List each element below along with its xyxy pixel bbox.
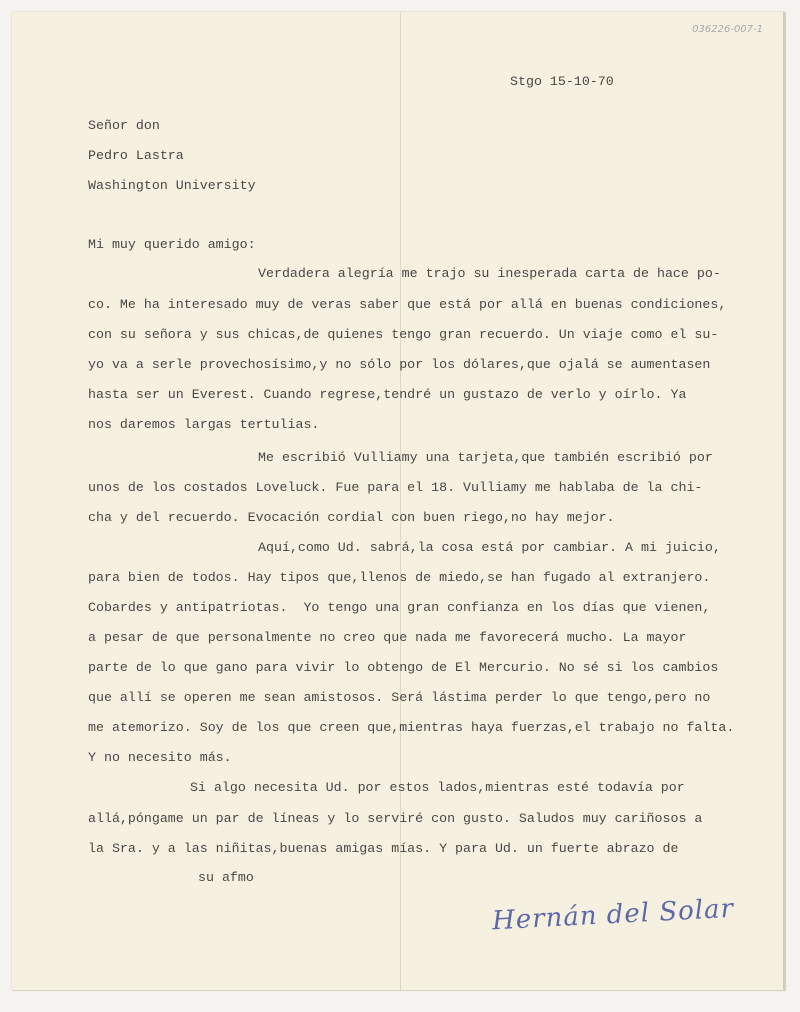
body-line: unos de los costados Loveluck. Fue para el 18. Vulliamy me hablaba de la chi- xyxy=(88,480,703,495)
body-line: la Sra. y a las niñitas,buenas amigas mías. Y para Ud. un fuerte abrazo de xyxy=(88,841,679,856)
body-line: para bien de todos. Hay tipos que,llenos de miedo,se han fugado al extranjero. xyxy=(88,570,711,585)
salutation: Mi muy querido amigo: xyxy=(88,237,256,252)
body-line: Cobardes y antipatriotas. Yo tengo una gran confianza en los días que vienen, xyxy=(88,600,711,615)
body-line: Y no necesito más. xyxy=(88,750,232,765)
body-line: Me escribió Vulliamy una tarjeta,que también escribió por xyxy=(258,450,713,465)
body-line: cha y del recuerdo. Evocación cordial con buen riego,no hay mejor. xyxy=(88,510,615,525)
body-line: a pesar de que personalmente no creo que nada me favorecerá mucho. La mayor xyxy=(88,630,687,645)
body-line: Aquí,como Ud. sabrá,la cosa está por cambiar. A mi juicio, xyxy=(258,540,721,555)
body-line: co. Me ha interesado muy de veras saber que está por allá en buenas condiciones, xyxy=(88,297,727,312)
body-line: que allí se operen me sean amistosos. Será lástima perder lo que tengo,pero no xyxy=(88,690,711,705)
closing: su afmo xyxy=(198,870,254,885)
body-line: nos daremos largas tertulias. xyxy=(88,417,320,432)
paper-edge xyxy=(783,12,785,990)
archive-code: 036226-007-1 xyxy=(692,24,763,35)
recipient-line: Washington University xyxy=(88,178,256,193)
body-line: con su señora y sus chicas,de quienes tengo gran recuerdo. Un viaje como el su- xyxy=(88,327,719,342)
recipient-line: Señor don xyxy=(88,118,160,133)
body-line: Verdadera alegría me trajo su inesperada carta de hace po- xyxy=(258,266,721,281)
body-line: allá,póngame un par de líneas y lo serviré con gusto. Saludos muy cariñosos a xyxy=(88,811,703,826)
handwritten-signature: Hernán del Solar xyxy=(491,893,735,937)
letter-date: Stgo 15-10-70 xyxy=(510,74,614,89)
body-line: parte de lo que gano para vivir lo obtengo de El Mercurio. No sé si los cambios xyxy=(88,660,719,675)
body-line: hasta ser un Everest. Cuando regrese,tendré un gustazo de verlo y oírlo. Ya xyxy=(88,387,687,402)
body-line: yo va a serle provechosísimo,y no sólo por los dólares,que ojalá se aumentasen xyxy=(88,357,711,372)
body-line: Si algo necesita Ud. por estos lados,mientras esté todavía por xyxy=(190,780,685,795)
letter-page xyxy=(12,12,785,990)
body-line: me atemorizo. Soy de los que creen que,mientras haya fuerzas,el trabajo no falta. xyxy=(88,720,735,735)
recipient-line: Pedro Lastra xyxy=(88,148,184,163)
